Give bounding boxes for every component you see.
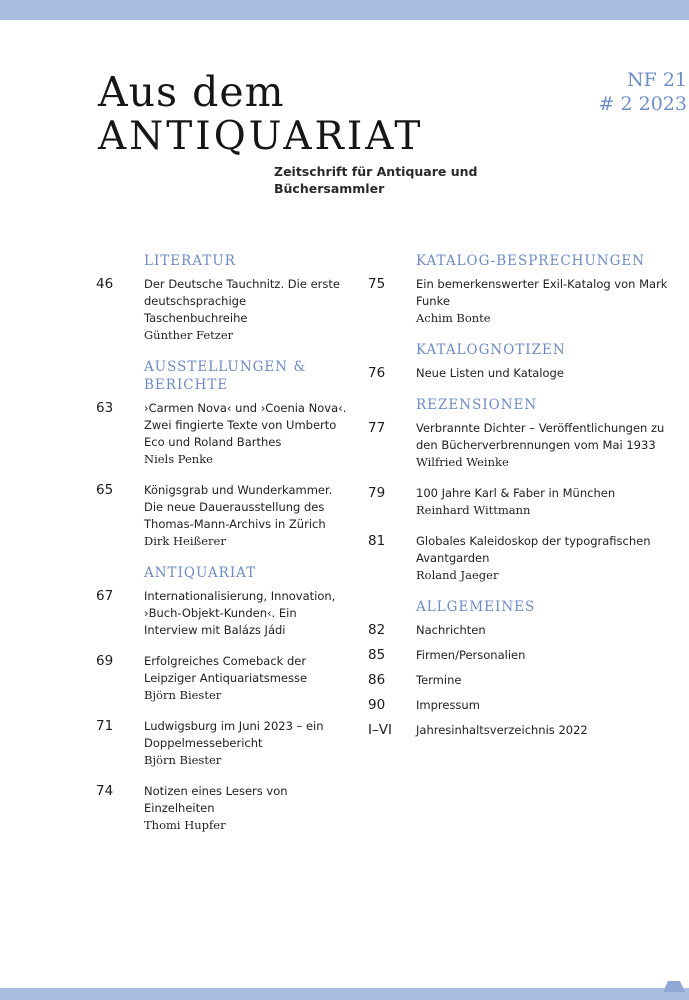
entry-title: Der Deutsche Tauchnitz. Die erste deutschsprachige Taschenbuchreihe — [144, 277, 340, 325]
entry-body — [416, 672, 683, 689]
issue-label: # 2 2023 — [598, 93, 687, 115]
entry-body — [144, 482, 351, 550]
toc-section — [368, 598, 683, 739]
entry-title: Impressum — [416, 698, 480, 712]
page-number: 81 — [368, 533, 386, 549]
page-number: 85 — [368, 647, 386, 663]
entry-title: Globales Kaleidoskop der typografischen Avantgarden — [416, 534, 651, 565]
page-number: 74 — [96, 783, 114, 799]
entry-title: Ein bemerkenswerter Exil-Katalog von Mark Funke — [416, 277, 668, 308]
masthead-subtitle: Zeitschrift für Antiquare und Büchersammler — [274, 164, 478, 196]
toc-entry[interactable] — [96, 653, 351, 704]
entry-title: Nachrichten — [416, 623, 486, 637]
entry-body — [144, 653, 351, 704]
section-heading: REZENSIONEN — [416, 397, 538, 413]
toc-section — [368, 252, 683, 327]
entry-title: Ludwigsburg im Juni 2023 – ein Doppelmessebericht — [144, 719, 324, 750]
page-number: 46 — [96, 276, 114, 292]
entry-title: Jahresinhaltsverzeichnis 2022 — [416, 723, 588, 737]
section-heading: ALLGEMEINES — [416, 599, 536, 615]
entry-body — [144, 783, 351, 834]
entry-body — [416, 697, 683, 714]
toc-entry[interactable] — [368, 622, 683, 639]
entry-author: Niels Penke — [144, 452, 213, 466]
issue-info — [599, 68, 687, 116]
toc-entry[interactable] — [368, 672, 683, 689]
entry-title: Firmen/Personalien — [416, 648, 526, 662]
page-number: 76 — [368, 365, 386, 381]
toc-section — [96, 252, 351, 344]
toc-section — [368, 396, 683, 584]
entry-body — [144, 588, 351, 639]
entry-title: Termine — [416, 673, 462, 687]
section-heading: ANTIQUARIAT — [144, 565, 257, 581]
toc-entry[interactable] — [96, 400, 351, 468]
toc-entry[interactable] — [96, 482, 351, 550]
entry-body — [416, 722, 683, 739]
section-heading: KATALOG-BESPRECHUNGEN — [416, 253, 646, 269]
toc-entry[interactable] — [96, 783, 351, 834]
entry-body — [416, 485, 683, 519]
page-number: 65 — [96, 482, 114, 498]
entry-body — [416, 365, 683, 382]
entry-author: Dirk Heißerer — [144, 534, 226, 548]
page-number: 75 — [368, 276, 386, 292]
toc-entry[interactable] — [368, 697, 683, 714]
entry-body — [144, 718, 351, 769]
page-number: 79 — [368, 485, 386, 501]
entry-author: Thomi Hupfer — [144, 818, 226, 832]
toc-entry[interactable] — [368, 485, 683, 519]
toc-entry[interactable] — [96, 588, 351, 639]
bottom-color-band — [0, 988, 689, 1000]
entry-body — [144, 400, 351, 468]
top-color-band — [0, 0, 689, 20]
page-number: 86 — [368, 672, 386, 688]
toc-section — [368, 341, 683, 382]
toc-entry[interactable] — [96, 718, 351, 769]
entry-title: ›Carmen Nova‹ und ›Coenia Nova‹. Zwei fingierte Texte von Umberto Eco und Roland Barthes — [144, 401, 347, 449]
corner-tab-icon — [663, 978, 685, 992]
toc-entry[interactable] — [368, 420, 683, 471]
entry-author: Björn Biester — [144, 753, 222, 767]
page-number: 69 — [96, 653, 114, 669]
entry-title: Erfolgreiches Comeback der Leipziger Antiquariatsmesse — [144, 654, 308, 685]
entry-title: Notizen eines Lesers von Einzelheiten — [144, 784, 288, 815]
toc-entry[interactable] — [368, 276, 683, 327]
entry-author: Björn Biester — [144, 688, 222, 702]
entry-title: Internationalisierung, Innovation, ›Buch-Objekt-Kunden‹. Ein Interview mit Balázs Jádi — [144, 589, 336, 637]
page-number: I–VI — [368, 722, 392, 738]
entry-body — [416, 533, 683, 584]
volume-label: NF 21 — [626, 69, 687, 91]
toc-right-column — [368, 252, 683, 747]
entry-body — [416, 276, 683, 327]
entry-author: Achim Bonte — [416, 311, 491, 325]
masthead-title-line2: ANTIQUARIAT — [98, 114, 424, 159]
toc-section — [96, 564, 351, 834]
section-heading: AUSSTELLUNGEN & BERICHTE — [144, 359, 307, 393]
entry-body — [416, 420, 683, 471]
masthead — [98, 70, 423, 160]
toc-entry[interactable] — [96, 276, 351, 344]
page-number: 67 — [96, 588, 114, 604]
toc-entry[interactable] — [368, 365, 683, 382]
toc-entry[interactable] — [368, 722, 683, 739]
entry-title: Verbrannte Dichter – Veröffentlichungen zu den Bücherverbrennungen vom Mai 1933 — [416, 421, 665, 452]
page-number: 77 — [368, 420, 386, 436]
entry-title: Neue Listen und Kataloge — [416, 366, 564, 380]
entry-body — [416, 622, 683, 639]
entry-body — [416, 647, 683, 664]
entry-author: Roland Jaeger — [416, 568, 499, 582]
page-number: 90 — [368, 697, 386, 713]
toc-left-column — [96, 252, 351, 848]
page-number: 71 — [96, 718, 114, 734]
section-heading: KATALOGNOTIZEN — [416, 342, 566, 358]
page-number: 63 — [96, 400, 114, 416]
toc-section — [96, 358, 351, 550]
entry-author: Reinhard Wittmann — [416, 503, 531, 517]
entry-title: 100 Jahre Karl & Faber in München — [416, 486, 616, 500]
entry-author: Wilfried Weinke — [416, 455, 509, 469]
toc-entry[interactable] — [368, 533, 683, 584]
entry-title: Königsgrab und Wunderkammer. Die neue Dauerausstellung des Thomas-Mann-Archivs in Zürich — [144, 483, 333, 531]
entry-body — [144, 276, 351, 344]
section-heading: LITERATUR — [144, 253, 236, 269]
toc-entry[interactable] — [368, 647, 683, 664]
masthead-title-line1: Aus dem — [98, 68, 285, 116]
entry-author: Günther Fetzer — [144, 328, 234, 342]
page-number: 82 — [368, 622, 386, 638]
